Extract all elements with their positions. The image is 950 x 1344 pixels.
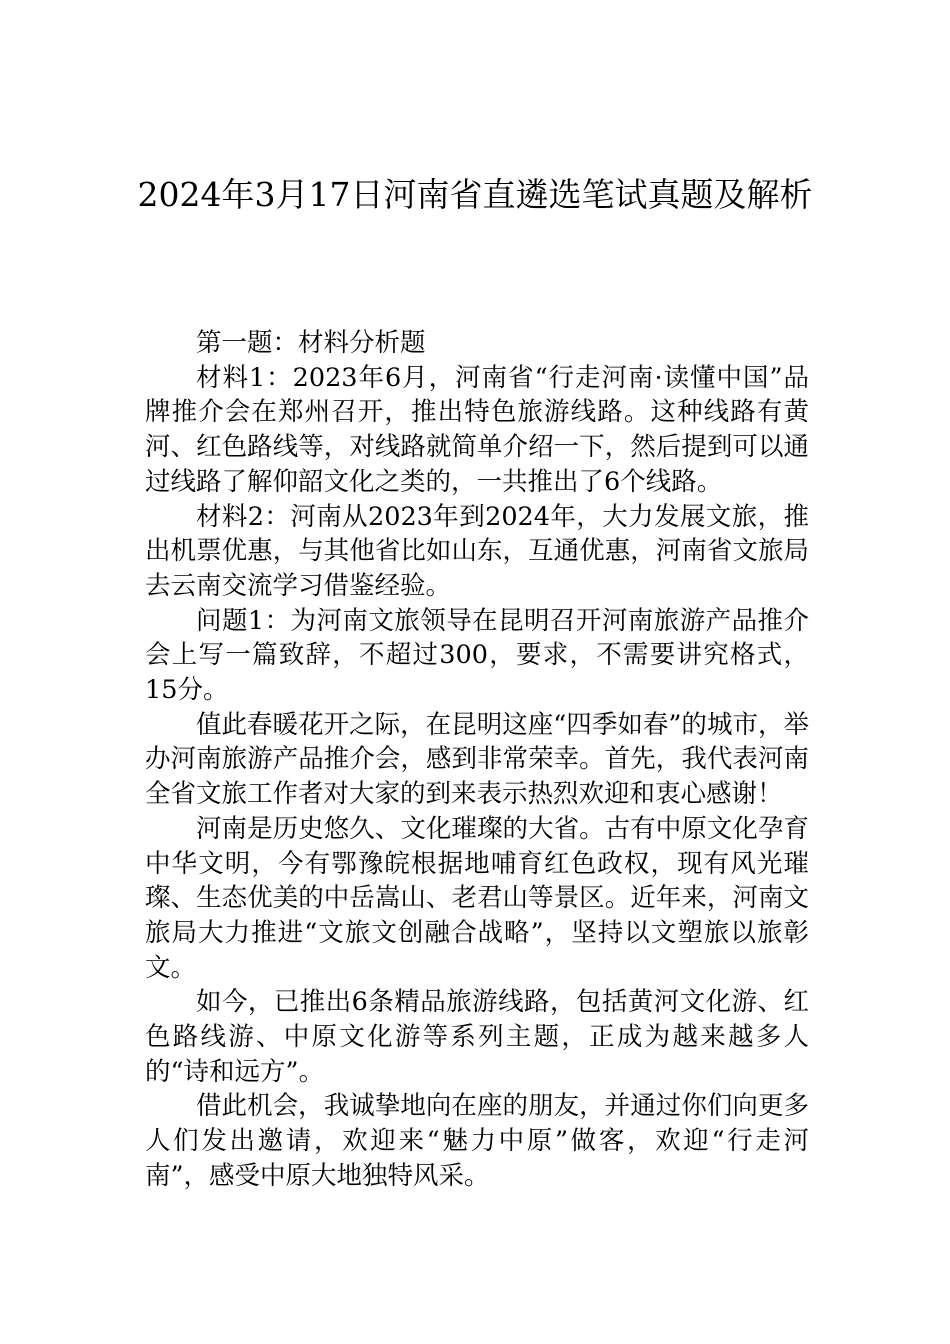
document-body bbox=[145, 326, 809, 1194]
section-heading: 第一题：材料分析题 bbox=[196, 328, 426, 358]
document-title: 2024年3月17日河南省直遴选笔试真题及解析 bbox=[137, 175, 813, 214]
paragraph-material-2: 材料2：河南从2023年到2024年，大力发展文旅，推出机票优惠，与其他省比如山东，互通优惠，河南省文旅局去云南交流学习借鉴经验。 bbox=[145, 501, 809, 601]
paragraph-material-1: 材料1：2023年6月，河南省“行走河南·读懂中国”品牌推介会在郑州召开，推出特色旅游线路。这种线路有黄河、红色路线等，对线路就简单介绍一下，然后提到可以通过线路了解仰韶文化之类的，一共推出了6个线路。 bbox=[145, 362, 809, 497]
paragraph-question-1: 问题1：为河南文旅领导在昆明召开河南旅游产品推介会上写一篇致辞，不超过300，要求，不需要讲究格式，15分。 bbox=[145, 605, 809, 706]
paragraph-answer-opening: 值此春暖花开之际，在昆明这座“四季如春”的城市，举办河南旅游产品推介会，感到非常荣幸。首先，我代表河南全省文旅工作者对大家的到来表示热烈欢迎和衷心感谢！ bbox=[145, 709, 809, 810]
paragraph-answer-invitation: 借此机会，我诚挚地向在座的朋友，并通过你们向更多人们发出邀请，欢迎来“魅力中原”做客，欢迎“行走河南”，感受中原大地独特风采。 bbox=[145, 1091, 809, 1191]
paragraph-answer-routes: 如今，已推出6条精品旅游线路，包括黄河文化游、红色路线游、中原文化游等系列主题，正成为越来越多人的“诗和远方”。 bbox=[145, 987, 809, 1087]
paragraph-answer-henan-intro: 河南是历史悠久、文化璀璨的大省。古有中原文化孕育中华文明，今有鄂豫皖根据地哺育红色政权，现有风光璀璨、生态优美的中岳嵩山、老君山等景区。近年来，河南文旅局大力推进“文旅文创融合战略”，坚持以文塑旅以旅彰文。 bbox=[145, 813, 809, 983]
